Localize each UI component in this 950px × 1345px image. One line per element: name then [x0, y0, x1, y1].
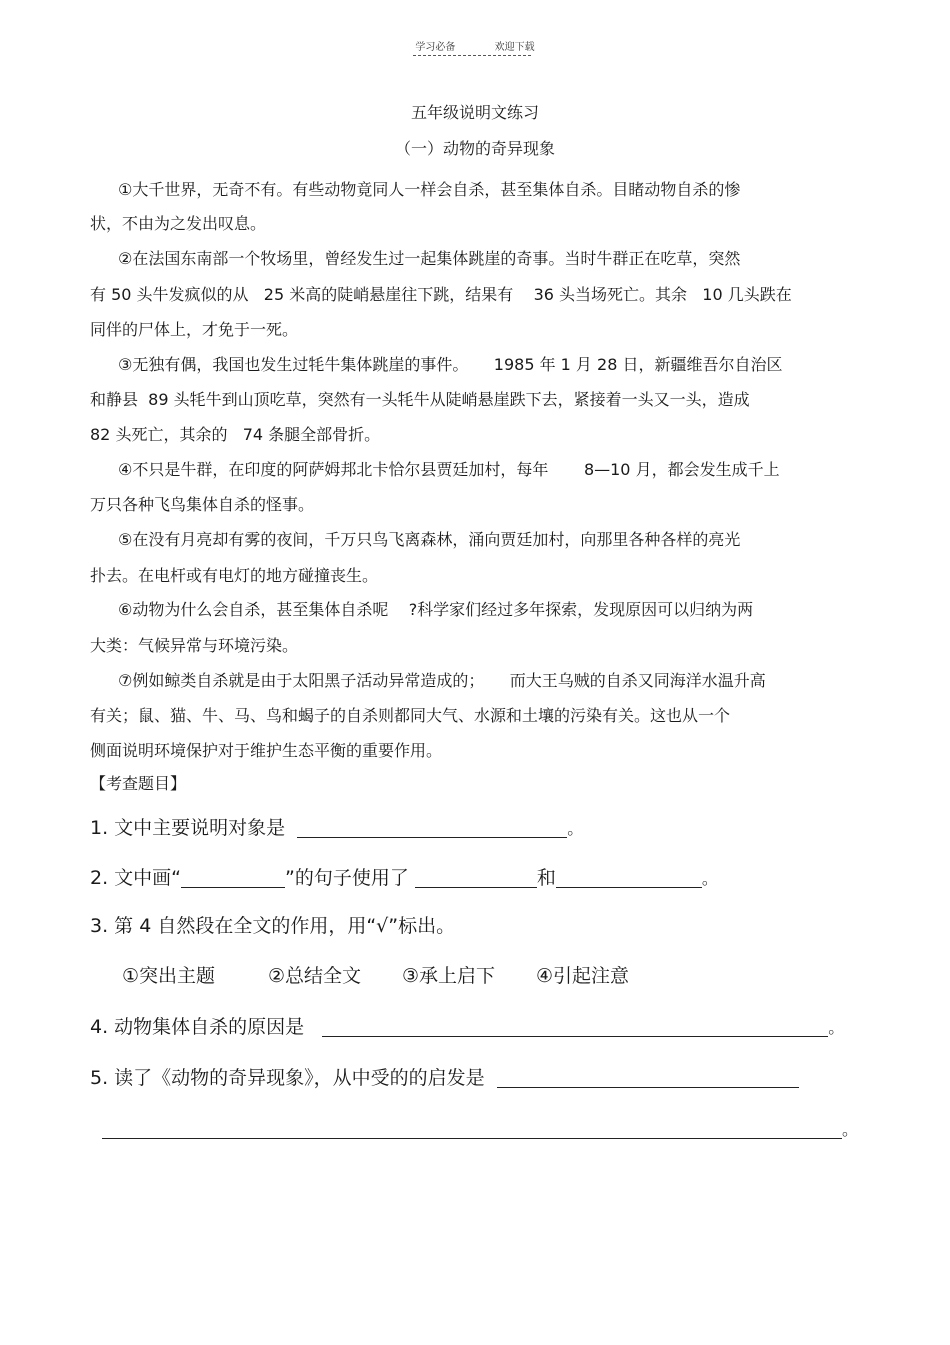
question-1	[90, 816, 583, 841]
question-5	[90, 1066, 799, 1090]
para-line: ②在法国东南部一个牧场里，曾经发生过一起集体跳崖的奇事。当时牛群正在吃草，突然	[118, 249, 741, 268]
period-mark: 。	[842, 1120, 859, 1139]
question-2-text-c: 和	[536, 867, 556, 889]
option-1[interactable]: ①突出主题	[122, 965, 216, 987]
header-left: 学习必备	[415, 42, 456, 53]
answer-blank-2a[interactable]	[415, 867, 537, 888]
answer-blank-5b[interactable]	[102, 1118, 842, 1139]
period-mark: 。	[567, 819, 584, 838]
para-line: ①大千世界，无奇不有。有些动物竟同人一样会自杀，甚至集体自杀。目睹动物自杀的惨	[118, 180, 741, 199]
option-4[interactable]: ④引起注意	[536, 965, 630, 987]
para-line: ⑦例如鲸类自杀就是由于太阳黑子活动异常造成的； 而大王乌贼的自杀又同海洋水温升高	[118, 671, 766, 690]
answer-blank-1[interactable]	[297, 817, 567, 838]
exam-heading: 【考查题目】	[90, 774, 187, 793]
para-line: 万只各种飞鸟集体自杀的怪事。	[90, 495, 315, 514]
para-line: 82 头死亡，其余的 74 条腿全部骨折。	[90, 425, 381, 444]
answer-line-5b	[102, 1117, 858, 1142]
para-line: 状，不由为之发出叹息。	[90, 214, 267, 233]
question-3: 3. 第 4 自然段在全文的作用，用“√”标出。	[90, 915, 456, 937]
doc-subtitle: （一）动物的奇异现象	[394, 139, 555, 158]
question-2	[90, 866, 718, 891]
para-line: 和静县 89 头牦牛到山顶吃草，突然有一头牦牛从陡峭悬崖跌下去，紧接着一头又一头，造成	[90, 390, 750, 409]
para-line: 有 50 头牛发疯似的从 25 米高的陡峭悬崖往下跳，结果有 36 头当场死亡。其余 10 几头跌在	[90, 285, 792, 304]
question-2-text-a: 2. 文中画“	[90, 867, 182, 889]
para-line: ④不只是牛群，在印度的阿萨姆邦北卡恰尔县贾廷加村，每年 8—10 月，都会发生成千上	[118, 460, 780, 479]
question-4	[90, 1015, 844, 1040]
option-2[interactable]: ②总结全文	[268, 965, 362, 987]
doc-title: 五年级说明文练习	[410, 103, 539, 122]
para-line: 同伴的尸体上，才免于一死。	[90, 320, 299, 339]
question-5-text: 5. 读了《动物的奇异现象》，从中受的的启发是	[90, 1067, 485, 1089]
underline-mark	[181, 867, 285, 888]
option-3[interactable]: ③承上启下	[402, 965, 496, 987]
header-right: 欢迎下载	[494, 42, 535, 53]
para-line: 有关；鼠、猫、牛、马、鸟和蝎子的自杀则都同大气、水源和土壤的污染有关。这也从一个	[90, 706, 731, 725]
answer-blank-4[interactable]	[322, 1016, 828, 1037]
para-line: ⑥动物为什么会自杀，甚至集体自杀呢 ?科学家们经过多年探索，发现原因可以归纳为两	[118, 600, 754, 619]
answer-blank-5a[interactable]	[497, 1067, 799, 1088]
period-mark: 。	[828, 1018, 845, 1037]
question-2-text-b: ”的句子使用了	[285, 867, 409, 889]
header-divider	[413, 55, 531, 56]
para-line: ⑤在没有月亮却有雾的夜间，千万只鸟飞离森林，涌向贾廷加村，向那里各种各样的亮光	[118, 530, 741, 549]
question-1-text: 1. 文中主要说明对象是	[90, 817, 286, 839]
question-4-text: 4. 动物集体自杀的原因是	[90, 1016, 305, 1038]
para-line: ③无独有偶，我国也发生过牦牛集体跳崖的事件。 1985 年 1 月 28 日，新疆维吾尔自治区	[118, 355, 783, 374]
period-mark: 。	[701, 869, 718, 888]
para-line: 扑去。在电杆或有电灯的地方碰撞丧生。	[90, 566, 379, 585]
page-header	[0, 38, 950, 53]
answer-blank-2b[interactable]	[556, 867, 702, 888]
para-line: 侧面说明环境保护对于维护生态平衡的重要作用。	[90, 741, 443, 760]
para-line: 大类：气候异常与环境污染。	[90, 636, 299, 655]
